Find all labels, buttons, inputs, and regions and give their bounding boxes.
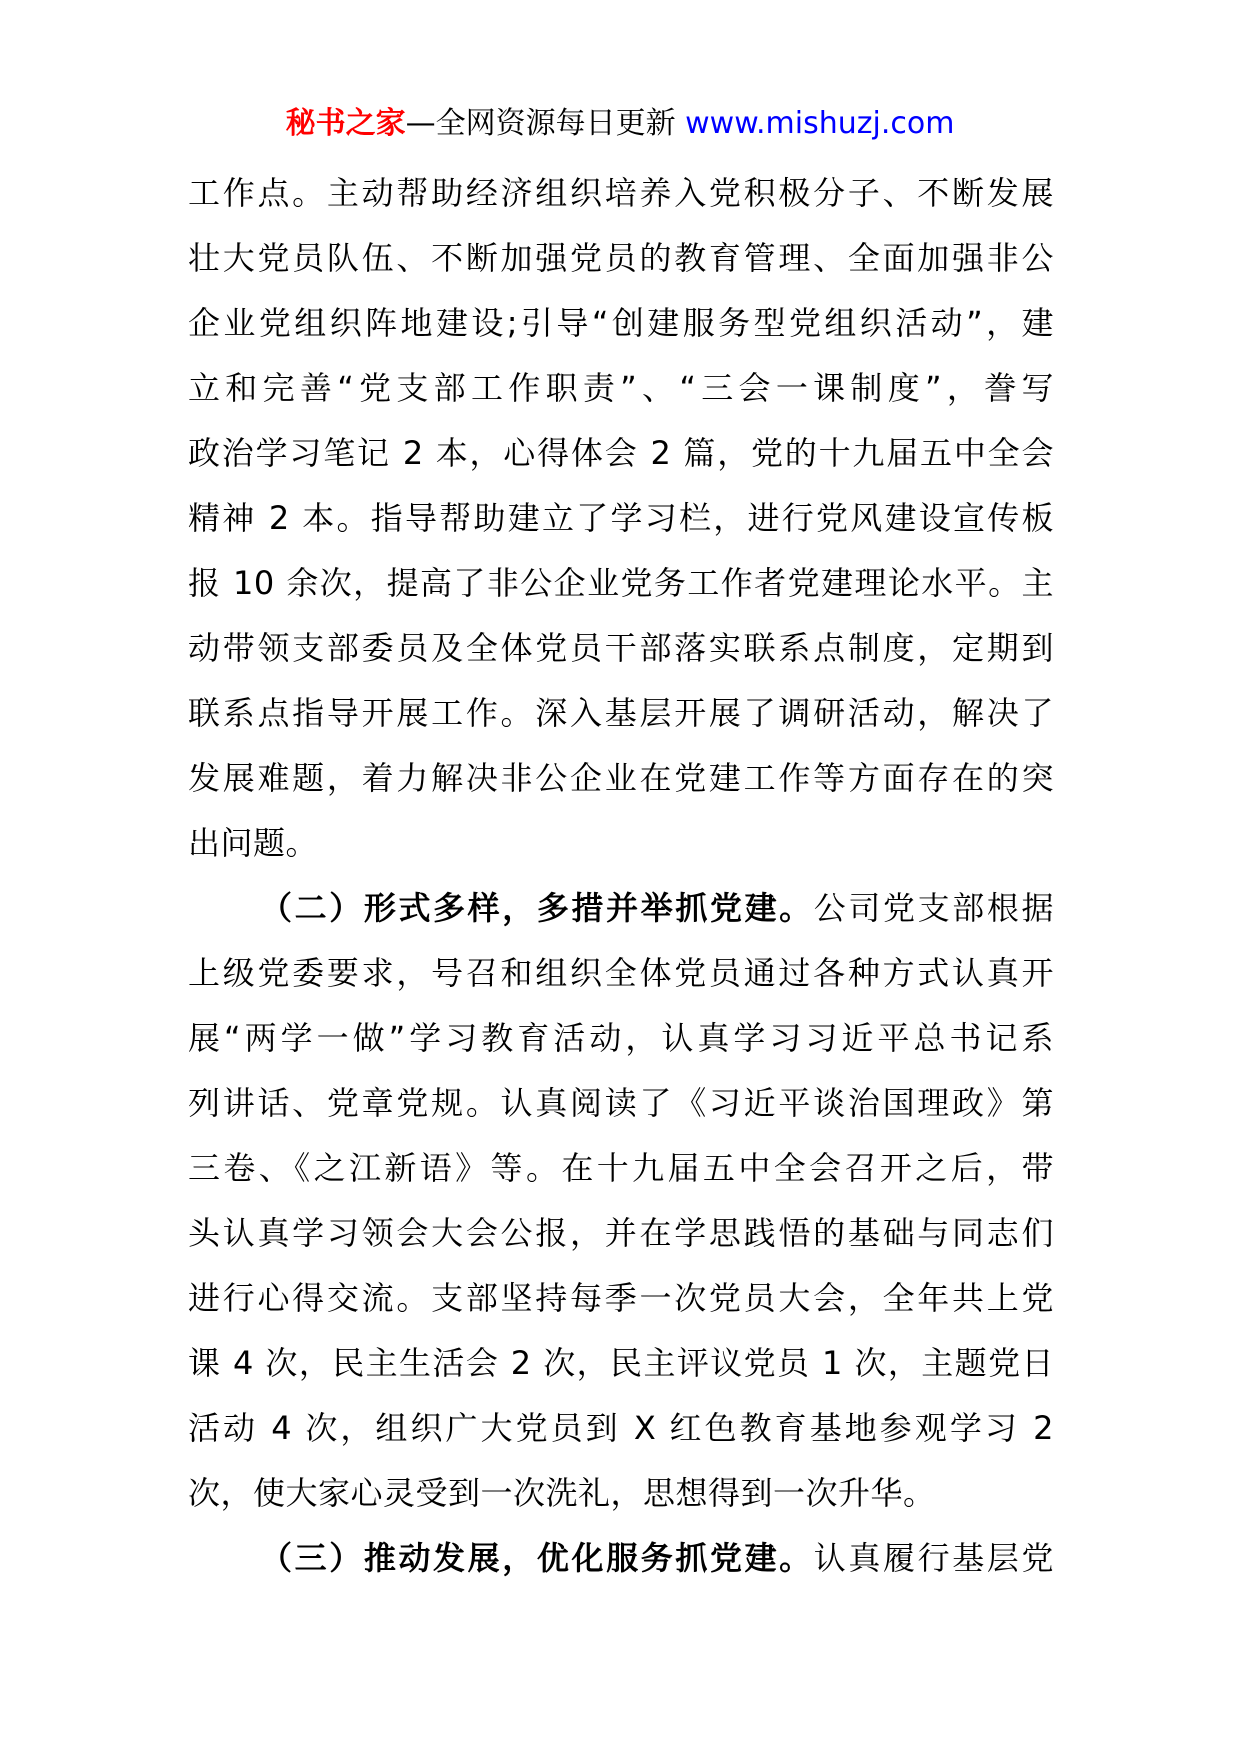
paragraph-2	[188, 876, 1054, 1526]
text-line: 工作点。主动帮助经济组织培养入党积极分子、不断发展	[188, 174, 1054, 212]
text-line: 展“两学一做”学习教育活动，认真学习习近平总书记系	[188, 1019, 1054, 1057]
section-heading: （三）推动发展，优化服务抓党建。	[260, 1539, 814, 1577]
text-line: 精神 2 本。指导帮助建立了学习栏，进行党风建设宣传板	[188, 499, 1054, 537]
text-line: 立和完善“党支部工作职责”、“三会一课制度”，誊写	[188, 369, 1054, 407]
text-line: 头认真学习领会大会公报，并在学思践悟的基础与同志们	[188, 1214, 1054, 1252]
text-line: 发展难题，着力解决非公企业在党建工作等方面存在的突	[188, 759, 1054, 797]
text-line: 次，使大家心灵受到一次洗礼，思想得到一次升华。	[188, 1474, 936, 1512]
text-line: 壮大党员队伍、不断加强党员的教育管理、全面加强非公	[188, 239, 1054, 277]
text-line: 上级党委要求，号召和组织全体党员通过各种方式认真开	[188, 954, 1054, 992]
text-line: 企业党组织阵地建设;引导“创建服务型党组织活动”，建	[188, 304, 1054, 342]
text-line: 活动 4 次，组织广大党员到 X 红色教育基地参观学习 2	[188, 1409, 1054, 1447]
text-line: 报 10 余次，提高了非公企业党务工作者党建理论水平。主	[188, 564, 1054, 602]
text-line: 动带领支部委员及全体党员干部落实联系点制度，定期到	[188, 629, 1054, 667]
text-line: 列讲话、党章党规。认真阅读了《习近平谈治国理政》第	[188, 1084, 1054, 1122]
text-line: 联系点指导开展工作。深入基层开展了调研活动，解决了	[188, 694, 1054, 732]
paragraph-3	[188, 1526, 1054, 1591]
text-line: 三卷、《之江新语》等。在十九届五中全会召开之后，带	[188, 1149, 1054, 1187]
document-body	[188, 161, 1054, 1591]
header-url[interactable]: www.mishuzj.com	[685, 106, 955, 141]
text-line	[188, 876, 1054, 941]
text-line: 政治学习笔记 2 本，心得体会 2 篇，党的十九届五中全会	[188, 434, 1054, 472]
page-header	[0, 100, 1240, 148]
text-line: 出问题。	[188, 824, 319, 862]
header-brand: 秘书之家	[285, 106, 406, 141]
paragraph-1	[188, 161, 1054, 876]
header-slogan: —全网资源每日更新	[405, 106, 676, 141]
section-heading: （二）形式多样，多措并举抓党建。	[260, 889, 814, 927]
text-line: 进行心得交流。支部坚持每季一次党员大会，全年共上党	[188, 1279, 1054, 1317]
text-run: 公司党支部根据	[813, 889, 1054, 927]
text-run: 认真履行基层党	[813, 1539, 1054, 1577]
text-line: 课 4 次，民主生活会 2 次，民主评议党员 1 次，主题党日	[188, 1344, 1054, 1382]
text-line	[188, 1526, 1054, 1591]
